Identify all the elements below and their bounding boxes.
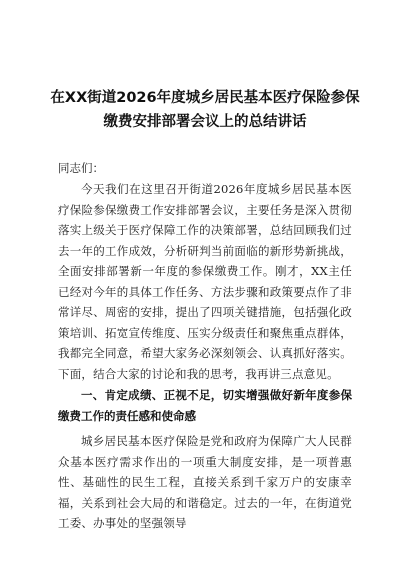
document-title: 在XX街道2026年度城乡居民基本医疗保险参保缴费安排部署会议上的总结讲话 bbox=[50, 90, 360, 130]
paragraph-intro: 今天我们在这里召开街道2026年度城乡居民基本医疗保险参保缴费工作安排部署会议，主要任务是深入贯彻落实上级关于医疗保障工作的决策部署，总结回顾我们过去一年的工作成效，分析研判当前面临的新形势新挑战，全面安排部署新一年度的参保缴费工作。刚才，XX主任已经对今年的具体工作任务、方法步骤和政策要点作了非常详尽、周密的安排，提出了四项关键措施，包括强化政策培训、拓宽宣传维度、压实分级责任和聚焦重点群体，我都完全同意，希望大家务必深刻领会、认真抓好落实。下面，结合大家的讨论和我的思考，我再讲三点意见。 bbox=[58, 182, 352, 381]
paragraph-section-1: 城乡居民基本医疗保险是党和政府为保障广大人民群众基本医疗需求作出的一项重大制度安排，是一项普惠性、基础性的民生工程，直接关系到千家万户的安康幸福，关系到社会大局的和谐稳定。过去的一年，在街道党工委、办事处的坚强领导 bbox=[58, 434, 352, 530]
salutation: 同志们： bbox=[58, 161, 104, 175]
section-heading-1: 一、肯定成绩、正视不足，切实增强做好新年度参保缴费工作的责任感和使命感 bbox=[58, 388, 352, 423]
